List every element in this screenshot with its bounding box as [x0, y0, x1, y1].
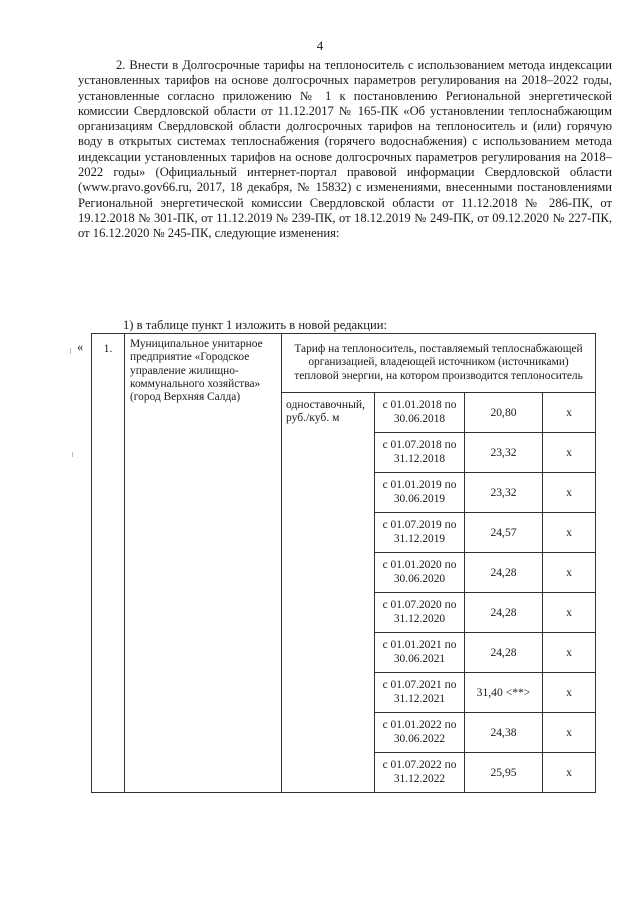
period-cell: с 01.07.2020 по 31.12.2020 — [375, 593, 465, 633]
period-cell: с 01.07.2022 по 31.12.2022 — [375, 753, 465, 793]
period-cell: с 01.01.2020 по 30.06.2020 — [375, 553, 465, 593]
tariff-value-cell: 24,28 — [465, 633, 543, 673]
not-applicable-cell: х — [543, 433, 596, 473]
tariff-value-cell: 23,32 — [465, 473, 543, 513]
tariff-value-cell: 23,32 — [465, 433, 543, 473]
not-applicable-cell: х — [543, 393, 596, 433]
period-cell: с 01.07.2018 по 31.12.2018 — [375, 433, 465, 473]
organization-cell: Муниципальное унитарное предприятие «Городское управление жилищно-коммунального хозяйства» (город Верхняя Салда) — [125, 334, 282, 793]
not-applicable-cell: х — [543, 593, 596, 633]
amendment-paragraph: 2. Внести в Долгосрочные тарифы на теплоноситель с использованием метода индексации установленных тарифов на основе долгосрочных параметров регулирования на 2018–2022 годы, установленные согласно приложению № 1 к постановлению Региональной энергетической комиссии Свердловской области от 11.12.2017 № 165-ПК «Об установлении теплоснабжающим организациям Свердловской области долгосрочных тарифов на теплоноситель и (или) горячую воду в открытых системах теплоснабжения (горячего водоснабжения) с использованием метода индексации установленных тарифов на основе долгосрочных параметров регулирования на 2018–2022 годы» (Официальный интернет-портал правовой информации Свердловской области (www.pravo.gov66.ru, 2017, 18 декабря, № 15832) с изменениями, внесенными постановлениями Региональной энергетической комиссии Свердловской области от 11.12.2018 № 286-ПК, от 19.12.2018 № 301-ПК, от 11.12.2019 № 239-ПК, от 18.12.2019 № 249-ПК, от 09.12.2020 № 227-ПК, от 16.12.2020 № 245-ПК, следующие изменения: — [78, 58, 612, 241]
row-number-cell: 1. — [92, 334, 125, 793]
not-applicable-cell: х — [543, 713, 596, 753]
not-applicable-cell: х — [543, 753, 596, 793]
not-applicable-cell: х — [543, 553, 596, 593]
tariff-table — [91, 333, 596, 793]
tariff-value-cell: 24,28 — [465, 593, 543, 633]
period-cell: с 01.07.2019 по 31.12.2019 — [375, 513, 465, 553]
not-applicable-cell: х — [543, 673, 596, 713]
unit-cell: одноставочный, руб./куб. м — [282, 393, 375, 793]
tariff-value-cell: 31,40 <**> — [465, 673, 543, 713]
subitem-instruction: 1) в таблице пункт 1 изложить в новой редакции: — [123, 318, 387, 332]
opening-quote: « — [77, 340, 84, 354]
tariff-value-cell: 25,95 — [465, 753, 543, 793]
not-applicable-cell: х — [543, 633, 596, 673]
scan-margin-mark — [72, 452, 73, 457]
tariff-header-cell: Тариф на теплоноситель, поставляемый теплоснабжающей организацией, владеющей источником (источниками) тепловой энергии, на котором производится теплоноситель — [282, 334, 596, 393]
tariff-value-cell: 24,38 — [465, 713, 543, 753]
tariff-value-cell: 20,80 — [465, 393, 543, 433]
period-cell: с 01.07.2021 по 31.12.2021 — [375, 673, 465, 713]
not-applicable-cell: х — [543, 513, 596, 553]
period-cell: с 01.01.2019 по 30.06.2019 — [375, 473, 465, 513]
page-number: 4 — [316, 38, 324, 53]
tariff-value-cell: 24,57 — [465, 513, 543, 553]
period-cell: с 01.01.2021 по 30.06.2021 — [375, 633, 465, 673]
not-applicable-cell: х — [543, 473, 596, 513]
tariff-value-cell: 24,28 — [465, 553, 543, 593]
period-cell: с 01.01.2022 по 30.06.2022 — [375, 713, 465, 753]
scan-margin-mark — [70, 348, 71, 354]
period-cell: с 01.01.2018 по 30.06.2018 — [375, 393, 465, 433]
table-header-row — [92, 334, 596, 393]
